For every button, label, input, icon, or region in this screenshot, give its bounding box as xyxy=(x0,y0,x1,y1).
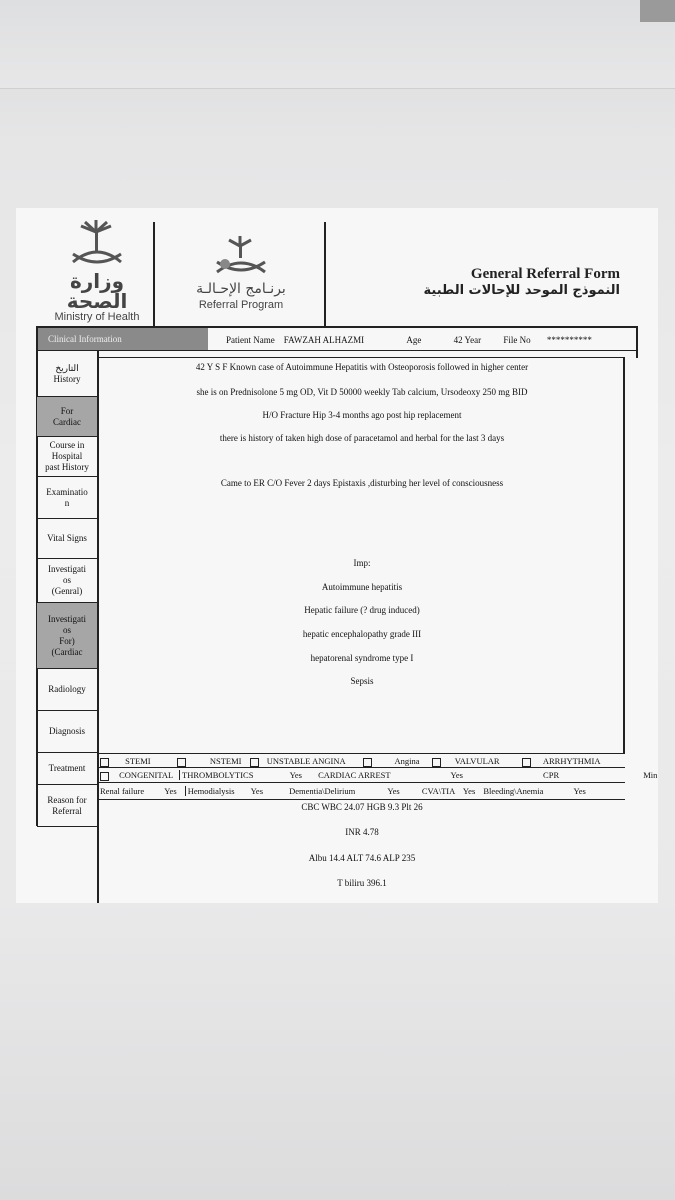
note-line-1: 42 Y S F Known case of Autoimmune Hepatitis with Osteoporosis followed in higher center xyxy=(195,362,529,372)
sidebar-history: التاريخ History xyxy=(37,351,97,397)
file-no-value: ********** xyxy=(546,335,592,345)
sidebar-diagnosis: Diagnosis xyxy=(37,711,97,753)
impression-label: Imp: xyxy=(353,558,371,568)
nstemi-checkbox[interactable] xyxy=(177,758,186,767)
sidebar-investigations-cardiac: Investigati os For) (Cardiac xyxy=(37,603,97,669)
unstable-angina-checkbox[interactable] xyxy=(250,758,259,767)
note-line-3: H/O Fracture Hip 3-4 months ago post hip replacement xyxy=(262,410,462,420)
referral-english: Referral Program xyxy=(198,299,284,311)
sidebar-course-in-hospital: Course in Hospital past History xyxy=(37,437,97,477)
patient-bar xyxy=(226,335,592,345)
clipboard-clip xyxy=(640,0,675,22)
impression-2: Hepatic failure (? drug induced) xyxy=(304,605,420,615)
sidebar-reason-for-referral: Reason for Referral xyxy=(37,785,97,827)
referral-form xyxy=(16,208,658,903)
sidebar-treatment: Treatment xyxy=(37,753,97,785)
congenital-checkbox[interactable] xyxy=(100,772,109,781)
impression-5: Sepsis xyxy=(350,676,374,686)
note-line-4: there is history of taken high dose of paracetamol and herbal for the last 3 days xyxy=(219,433,505,443)
sidebar-vital-signs: Vital Signs xyxy=(37,519,97,559)
impression-4: hepatorenal syndrome type I xyxy=(310,653,414,663)
stemi-checkbox[interactable] xyxy=(100,758,109,767)
note-line-2: she is on Prednisolone 5 mg OD, Vit D 50000 weekly Tab calcium, Ursodeoxy 250 mg BID xyxy=(196,387,528,397)
referral-emblem-icon xyxy=(209,236,273,274)
age-label: Age xyxy=(406,335,422,345)
angina-checkbox[interactable] xyxy=(363,758,372,767)
sidebar-for-cardiac: For Cardiac xyxy=(37,397,97,437)
valvular-checkbox[interactable] xyxy=(432,758,441,767)
lab-cbc: CBC WBC 24.07 HGB 9.3 Plt 26 xyxy=(301,802,423,812)
moh-logo xyxy=(42,220,152,323)
lab-liver: Albu 14.4 ALT 74.6 ALP 235 xyxy=(308,853,416,863)
impression-1: Autoimmune hepatitis xyxy=(321,582,403,592)
lab-bilirubin: T biliru 396.1 xyxy=(337,878,387,888)
patient-name-label: Patient Name xyxy=(226,335,275,345)
arrhythmia-checkbox[interactable] xyxy=(522,758,531,767)
moh-arabic: وزارة الصحة xyxy=(66,269,128,313)
sidebar-radiology: Radiology xyxy=(37,669,97,711)
patient-name: FAWZAH ALHAZMI xyxy=(283,335,365,345)
lab-inr: INR 4.78 xyxy=(345,827,379,837)
palm-sword-emblem-icon xyxy=(67,220,127,266)
form-title: General Referral Form النموذج الموحد للإحالات الطبية xyxy=(423,266,620,298)
referral-program-logo xyxy=(176,236,306,311)
checklist-row-3: Renal failure Yes Hemodialysis Yes Dementia\Delirium Yes CVA\TIA Yes Bleeding\Anemia Yes xyxy=(100,786,586,796)
moh-english: Ministry of Health xyxy=(54,311,140,323)
note-line-5: Came to ER C/O Fever 2 days Epistaxis ,disturbing her level of consciousness xyxy=(220,478,504,488)
referral-arabic: برنـامج الإحـالـة xyxy=(196,281,286,297)
file-no-label: File No xyxy=(503,335,531,345)
age-value: 42 Year xyxy=(453,335,482,345)
previous-page xyxy=(0,0,675,89)
impression-3: hepatic encephalopathy grade III xyxy=(302,629,422,639)
sidebar-examination: Examinatio n xyxy=(37,477,97,519)
checklist-row-1: STEMI NSTEMI UNSTABLE ANGINA Angina VALVULAR ARRHYTHMIA xyxy=(100,756,600,767)
checklist-row-2: CONGENITAL THROMBOLYTICS Yes CARDIAC ARREST Yes CPR Min xyxy=(100,770,657,781)
sidebar-investigations-general: Investigati os (Genral) xyxy=(37,559,97,603)
clinical-info-label: Clinical Information xyxy=(38,328,208,350)
